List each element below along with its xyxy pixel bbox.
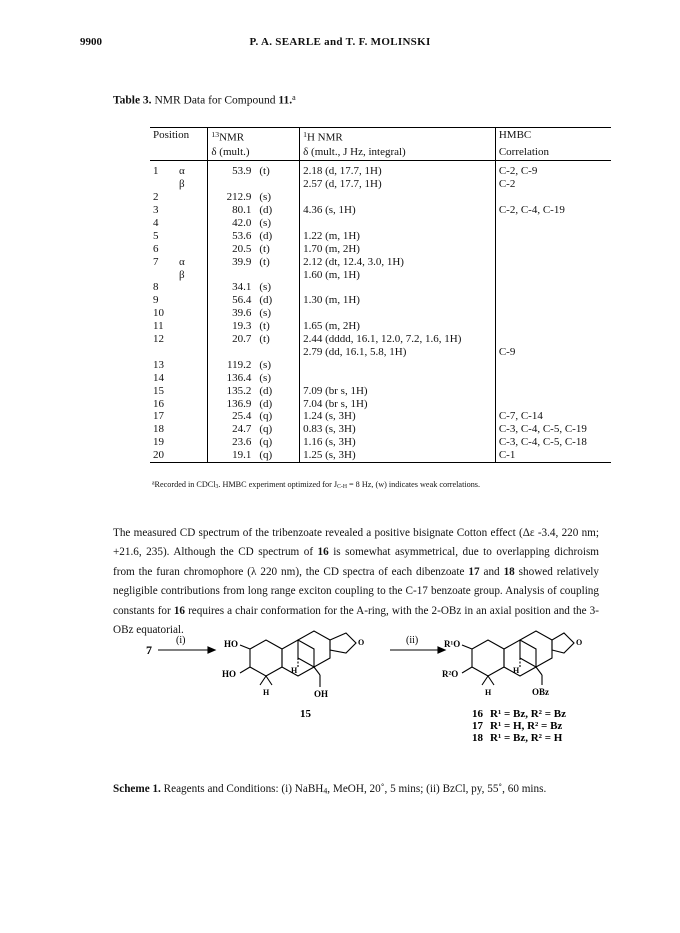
cell-hmbc (495, 294, 611, 307)
cell-position (150, 294, 208, 307)
product-15-label: 15 (300, 708, 311, 720)
table-row (150, 178, 611, 191)
step-2-label: (ii) (406, 635, 419, 646)
variant-substituents: R¹ = H, R² = Bz (490, 720, 563, 732)
table-footnote (152, 480, 480, 490)
position-number: 15 (153, 384, 164, 397)
table-row (150, 333, 611, 346)
cell-position (150, 320, 208, 333)
cell-position (150, 191, 208, 204)
footnote-sub: 3 (215, 484, 219, 491)
c13-mult: (s) (259, 191, 271, 204)
c13-mult: (d) (259, 203, 273, 216)
cell-position (150, 256, 208, 269)
position-number: 3 (153, 203, 159, 216)
c13-mult: (d) (259, 384, 273, 397)
position-label: α (179, 255, 185, 268)
cell-c13 (208, 307, 300, 320)
c13-mult: (d) (259, 294, 273, 307)
c13-mult: (q) (259, 436, 273, 449)
compound-ref: 16 (173, 604, 185, 617)
footnote-text: = 8 Hz, (w) indicates weak correlations. (346, 480, 481, 489)
c13-shift: 56.4 (232, 294, 252, 307)
c13-shift: 20.7 (232, 333, 252, 346)
table-caption (113, 93, 296, 107)
cell-hmbc (495, 307, 611, 320)
cell-c13 (208, 346, 300, 359)
variant-substituents: R¹ = Bz, R² = H (490, 732, 563, 744)
cell-position (150, 217, 208, 230)
c13-mult: (s) (259, 281, 271, 294)
header-h1-sub: δ (mult., J Hz, integral) (300, 145, 496, 160)
cell-hmbc (495, 385, 611, 398)
cell-h1 (300, 372, 496, 385)
c13-shift: 23.6 (232, 436, 252, 449)
footnote-mark: a (152, 480, 155, 487)
page-number: 9900 (80, 36, 102, 48)
c13-shift: 20.5 (232, 242, 252, 255)
header-h1 (300, 128, 496, 146)
table-row (150, 269, 611, 282)
c13-shift: 24.7 (232, 423, 252, 436)
cell-c13 (208, 256, 300, 269)
compound-16-18-structure (462, 631, 574, 685)
table-row (150, 449, 611, 462)
body-text: showed relatively negligible contributions from long range exciton coupling to the C-17 benzoate group. Analysis of coupling constants for (113, 565, 599, 617)
scheme-caption-sub: 4 (323, 786, 328, 796)
table-caption-note-mark: a (292, 93, 296, 102)
c13-shift: 53.9 (232, 165, 252, 178)
start-compound-label: 7 (146, 643, 152, 657)
table-row (150, 256, 611, 269)
cell-h1: 1.65 (m, 2H) (300, 320, 496, 333)
cell-h1 (300, 359, 496, 372)
o-label: O (358, 638, 365, 647)
position-number: 9 (153, 294, 159, 307)
table-row (150, 191, 611, 204)
c13-shift: 135.2 (226, 384, 252, 397)
header-h1-line1: H NMR (306, 131, 343, 144)
product-variants (472, 708, 566, 744)
cell-c13 (208, 410, 300, 423)
cell-c13 (208, 449, 300, 462)
cell-c13 (208, 281, 300, 294)
r2o-label: R²O (442, 669, 459, 679)
position-number: 14 (153, 371, 164, 384)
c13-shift: 212.9 (226, 191, 252, 204)
table-row (150, 398, 611, 411)
cell-h1: 1.25 (s, 3H) (300, 449, 496, 462)
c13-mult: (q) (259, 410, 273, 423)
cell-h1 (300, 217, 496, 230)
cell-hmbc: C-3, C-4, C-5, C-19 (498, 423, 587, 436)
header-h1-sup: 1 (303, 130, 307, 139)
cell-c13 (208, 243, 300, 256)
c13-shift: 80.1 (232, 203, 252, 216)
cell-hmbc (495, 191, 611, 204)
cell-h1: 2.18 (d, 17.7, 1H) (300, 161, 496, 178)
variant-number: 16 (472, 708, 483, 720)
c13-mult: (s) (259, 358, 271, 371)
obz-label: OBz (532, 687, 549, 697)
variant-substituents: R¹ = Bz, R² = Bz (490, 708, 566, 720)
position-number: 17 (153, 410, 164, 423)
cell-c13 (208, 230, 300, 243)
header-c13 (208, 128, 300, 146)
cell-position (150, 372, 208, 385)
reaction-scheme (140, 615, 583, 745)
position-number: 6 (153, 242, 159, 255)
cell-c13 (208, 269, 300, 282)
cell-hmbc (495, 333, 611, 346)
header-c13-line1: NMR (219, 131, 245, 144)
h-label: H (513, 666, 520, 675)
cell-hmbc: C-9 (498, 345, 516, 358)
cell-hmbc: C-1 (495, 449, 611, 462)
cell-hmbc (495, 243, 611, 256)
position-label: α (179, 165, 185, 178)
c13-mult: (d) (259, 397, 273, 410)
c13-shift: 25.4 (232, 410, 252, 423)
cell-position (150, 436, 208, 449)
ho-label: HO (222, 669, 237, 679)
position-number: 1 (153, 165, 159, 178)
cell-c13 (208, 372, 300, 385)
c13-mult: (s) (259, 216, 271, 229)
c13-mult: (t) (259, 333, 270, 346)
table-row (150, 294, 611, 307)
c13-shift: 34.1 (232, 281, 252, 294)
cell-h1: 1.16 (s, 3H) (300, 436, 496, 449)
table-row (150, 359, 611, 372)
cell-h1: 2.44 (dddd, 16.1, 12.0, 7.2, 1.6, 1H) (300, 333, 496, 346)
cell-c13 (208, 191, 300, 204)
cell-position (150, 230, 208, 243)
position-label: β (179, 178, 185, 191)
table-row (150, 320, 611, 333)
h-label: H (485, 688, 492, 697)
cell-hmbc: C-3, C-4, C-5, C-18 (498, 436, 587, 449)
footnote-text: Recorded in CDCl (154, 480, 216, 489)
cell-position (150, 281, 208, 294)
cell-c13 (208, 320, 300, 333)
arrow-head-icon (208, 647, 215, 653)
body-text: requires a chair conformation for the A-ring, with the 2-OBz in an axial position and the 3-OBz equatorial. (113, 604, 599, 637)
c13-mult: (t) (259, 242, 270, 255)
cell-c13 (208, 161, 300, 178)
cell-position (150, 178, 208, 191)
variant-number: 17 (472, 720, 483, 732)
body-text: and (479, 565, 504, 578)
compound-ref: 16 (317, 546, 329, 559)
c13-shift: 136.4 (226, 371, 252, 384)
scheme-caption-text: , MeOH, 20˚, 5 mins; (ii) BzCl, py, 55˚, 60 mins. (327, 783, 547, 795)
cell-h1: 2.79 (dd, 16.1, 5.8, 1H) (300, 346, 496, 359)
c13-shift: 136.9 (226, 397, 252, 410)
position-number: 2 (153, 191, 159, 204)
position-number: 11 (153, 320, 164, 333)
cell-hmbc (495, 359, 611, 372)
c13-mult: (q) (259, 423, 273, 436)
c13-shift: 42.0 (232, 216, 252, 229)
cell-h1: 1.22 (m, 1H) (300, 230, 496, 243)
header-position: Position (150, 128, 208, 146)
cell-position (150, 204, 208, 217)
scheme-caption (113, 783, 546, 796)
cell-h1: 7.04 (br s, 1H) (300, 398, 496, 411)
cell-c13 (208, 178, 300, 191)
cell-h1: 1.24 (s, 3H) (300, 410, 496, 423)
position-number: 4 (153, 216, 159, 229)
compound-ref: 18 (503, 565, 515, 578)
c13-shift: 53.6 (232, 229, 252, 242)
header-c13-sup: 13 (211, 130, 220, 139)
o-label: O (576, 638, 583, 647)
c13-shift: 19.3 (232, 320, 252, 333)
header-c13-sub: δ (mult.) (208, 145, 300, 160)
footnote-text: . HMBC experiment optimized for J (218, 480, 338, 489)
table-row (150, 423, 611, 436)
cell-position (150, 333, 208, 346)
variant-number: 18 (472, 732, 483, 744)
cell-h1: 7.09 (br s, 1H) (300, 385, 496, 398)
cell-hmbc: C-2 (498, 178, 516, 191)
h-label: H (263, 688, 270, 697)
position-number: 10 (153, 307, 164, 320)
position-number: 7 (153, 255, 159, 268)
nmr-data-table (150, 127, 611, 463)
running-head: P. A. SEARLE and T. F. MOLINSKI (249, 36, 431, 48)
cell-h1: 2.12 (dt, 12.4, 3.0, 1H) (300, 256, 496, 269)
table-row (150, 161, 611, 178)
cell-position (150, 359, 208, 372)
c13-mult: (q) (259, 449, 273, 462)
table-row (150, 385, 611, 398)
table-row (150, 243, 611, 256)
cell-c13 (208, 359, 300, 372)
position-number: 5 (153, 229, 159, 242)
position-number: 12 (153, 333, 164, 346)
c13-mult: (t) (259, 255, 270, 268)
cell-hmbc (495, 320, 611, 333)
position-number: 18 (153, 423, 164, 436)
cell-hmbc (495, 217, 611, 230)
c13-shift: 19.1 (232, 449, 252, 462)
cell-c13 (208, 217, 300, 230)
cell-position (150, 449, 208, 462)
body-text: is somewhat asymmetrical, due to overlapping dichroism from the furan chromophore (λ 220 nm), the CD spectra of each dibenzoate (113, 546, 599, 578)
table-caption-label: Table 3. (113, 94, 152, 107)
position-number: 20 (153, 449, 164, 462)
cell-h1 (300, 307, 496, 320)
table-row (150, 217, 611, 230)
oh-label: OH (314, 689, 329, 699)
table-caption-text: NMR Data for Compound (154, 94, 276, 107)
cell-c13 (208, 204, 300, 217)
cell-c13 (208, 333, 300, 346)
cell-h1 (300, 191, 496, 204)
position-number: 8 (153, 281, 159, 294)
cell-hmbc (495, 372, 611, 385)
c13-mult: (s) (259, 371, 271, 384)
c13-mult: (s) (259, 307, 271, 320)
table-row (150, 346, 611, 359)
c13-shift: 39.6 (232, 307, 252, 320)
c13-mult: (d) (259, 229, 273, 242)
cell-position (150, 243, 208, 256)
cell-c13 (208, 436, 300, 449)
cell-hmbc (495, 398, 611, 411)
cell-hmbc (495, 256, 611, 269)
compound-15-structure (240, 631, 356, 687)
c13-shift: 119.2 (227, 358, 252, 371)
cell-position (150, 410, 208, 423)
c13-mult: (t) (259, 320, 270, 333)
cell-h1: 0.83 (s, 3H) (300, 423, 496, 436)
header-hmbc-sub: Correlation (495, 145, 611, 160)
table-row (150, 230, 611, 243)
cell-c13 (208, 423, 300, 436)
position-label: β (179, 268, 185, 281)
position-number: 13 (153, 358, 164, 371)
position-number: 16 (153, 397, 164, 410)
cell-h1: 1.60 (m, 1H) (300, 269, 496, 282)
cell-c13 (208, 398, 300, 411)
body-text: The measured CD spectrum of the tribenzoate revealed a positive bisignate Cotton effect (Δε -3.4, 220 nm; +21.6, 235). Although the CD spectrum of (113, 527, 599, 559)
cell-position (150, 398, 208, 411)
cell-h1: 2.57 (d, 17.7, 1H) (300, 178, 496, 191)
table-row (150, 281, 611, 294)
cell-h1: 1.30 (m, 1H) (300, 294, 496, 307)
step-1-label: (i) (176, 635, 186, 646)
cell-position (150, 161, 208, 178)
cell-h1: 4.36 (s, 1H) (300, 204, 496, 217)
cell-position (150, 269, 208, 282)
scheme-caption-label: Scheme 1. (113, 783, 161, 795)
c13-shift: 39.9 (232, 255, 252, 268)
r1o-label: R¹O (444, 639, 461, 649)
scheme-caption-text: Reagents and Conditions: (i) NaBH (163, 783, 324, 795)
cell-hmbc (495, 230, 611, 243)
cell-c13 (208, 385, 300, 398)
header-hmbc: HMBC (495, 128, 611, 146)
table-caption-compound: 11. (278, 94, 293, 107)
cell-h1 (300, 281, 496, 294)
table-row (150, 372, 611, 385)
table-row (150, 204, 611, 217)
ho-label: HO (224, 639, 239, 649)
cell-hmbc: C-2, C-4, C-19 (498, 203, 565, 216)
cell-position (150, 346, 208, 359)
cell-position (150, 307, 208, 320)
table-row (150, 436, 611, 449)
cell-hmbc (495, 269, 611, 282)
position-number: 19 (153, 436, 164, 449)
c13-mult: (t) (259, 165, 270, 178)
cell-hmbc: C-7, C-14 (498, 410, 543, 423)
cell-hmbc (495, 281, 611, 294)
h-label: H (291, 666, 298, 675)
footnote-sub: C-H (337, 484, 347, 491)
table-row (150, 410, 611, 423)
cell-position (150, 385, 208, 398)
cell-c13 (208, 294, 300, 307)
compound-ref: 17 (468, 565, 480, 578)
cell-position (150, 423, 208, 436)
cell-h1: 1.70 (m, 2H) (300, 243, 496, 256)
cell-hmbc: C-2, C-9 (498, 165, 538, 178)
table-row (150, 307, 611, 320)
